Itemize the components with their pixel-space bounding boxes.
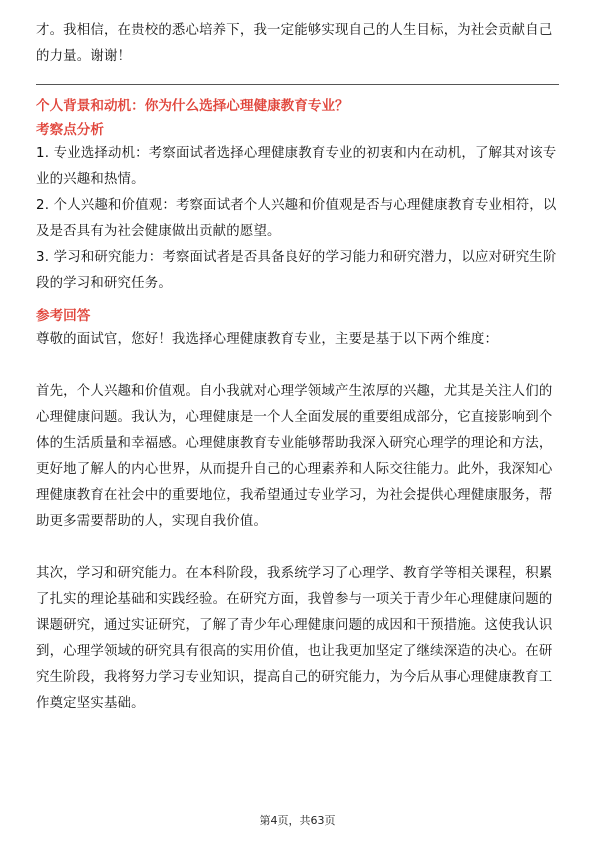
page-number: 第4页，共63页 [259,814,336,827]
paragraph-spacer [36,535,559,561]
answer-paragraph: 尊敬的面试官，您好！我选择心理健康教育专业，主要是基于以下两个维度： [36,332,499,347]
answer-paragraph: 首先，个人兴趣和价值观。自小我就对心理学领域产生浓厚的兴趣，尤其是关注人们的心理健康问题。我认为，心理健康是一个人全面发展的重要组成部分，它直接影响到个体的生活质量和幸福感。心理健康教育专业能够帮助我深入研究心理学的理论和方法，更好地了解人的内心世界，从而提升自己的心理素养和人际交往能力。此外，我深知心理健康教育在社会中的重要地位，我希望通过专业学习，为社会提供心理健康服务，帮助更多需要帮助的人，实现自我价值。 [36,384,553,529]
intro-paragraph: 才。我相信，在贵校的悉心培养下，我一定能够实现自己的人生目标，为社会贡献自己的力量。谢谢！ [36,23,553,64]
question-heading: 个人背景和动机：你为什么选择心理健康教育专业？ [36,98,349,114]
section-divider [36,84,559,85]
paragraph-spacer [36,353,559,379]
analysis-list [36,141,559,297]
analysis-item: 2. 个人兴趣和价值观：考察面试者个人兴趣和价值观是否与心理健康教育专业相符，以及是否具有为社会健康做出贡献的愿望。 [36,198,557,239]
analysis-item: 1. 专业选择动机：考察面试者选择心理健康教育专业的初衷和内在动机，了解其对该专业的兴趣和热情。 [36,146,557,187]
answer-title: 参考回答 [36,308,91,324]
answer-paragraph: 其次，学习和研究能力。在本科阶段，我系统学习了心理学、教育学等相关课程，积累了扎实的理论基础和实践经验。在研究方面，我曾参与一项关于青少年心理健康问题的课题研究，通过实证研究，了解了青少年心理健康问题的成因和干预措施。这使我认识到，心理学领域的研究具有很高的实用价值，也让我更加坚定了继续深造的决心。在研究生阶段，我将努力学习专业知识，提高自己的研究能力，为今后从事心理健康教育工作奠定坚实基础。 [36,566,553,711]
analysis-title: 考察点分析 [36,122,104,138]
document-page [36,18,559,717]
analysis-item: 3. 学习和研究能力：考察面试者是否具备良好的学习能力和研究潜力，以应对研究生阶段的学习和研究任务。 [36,250,557,291]
